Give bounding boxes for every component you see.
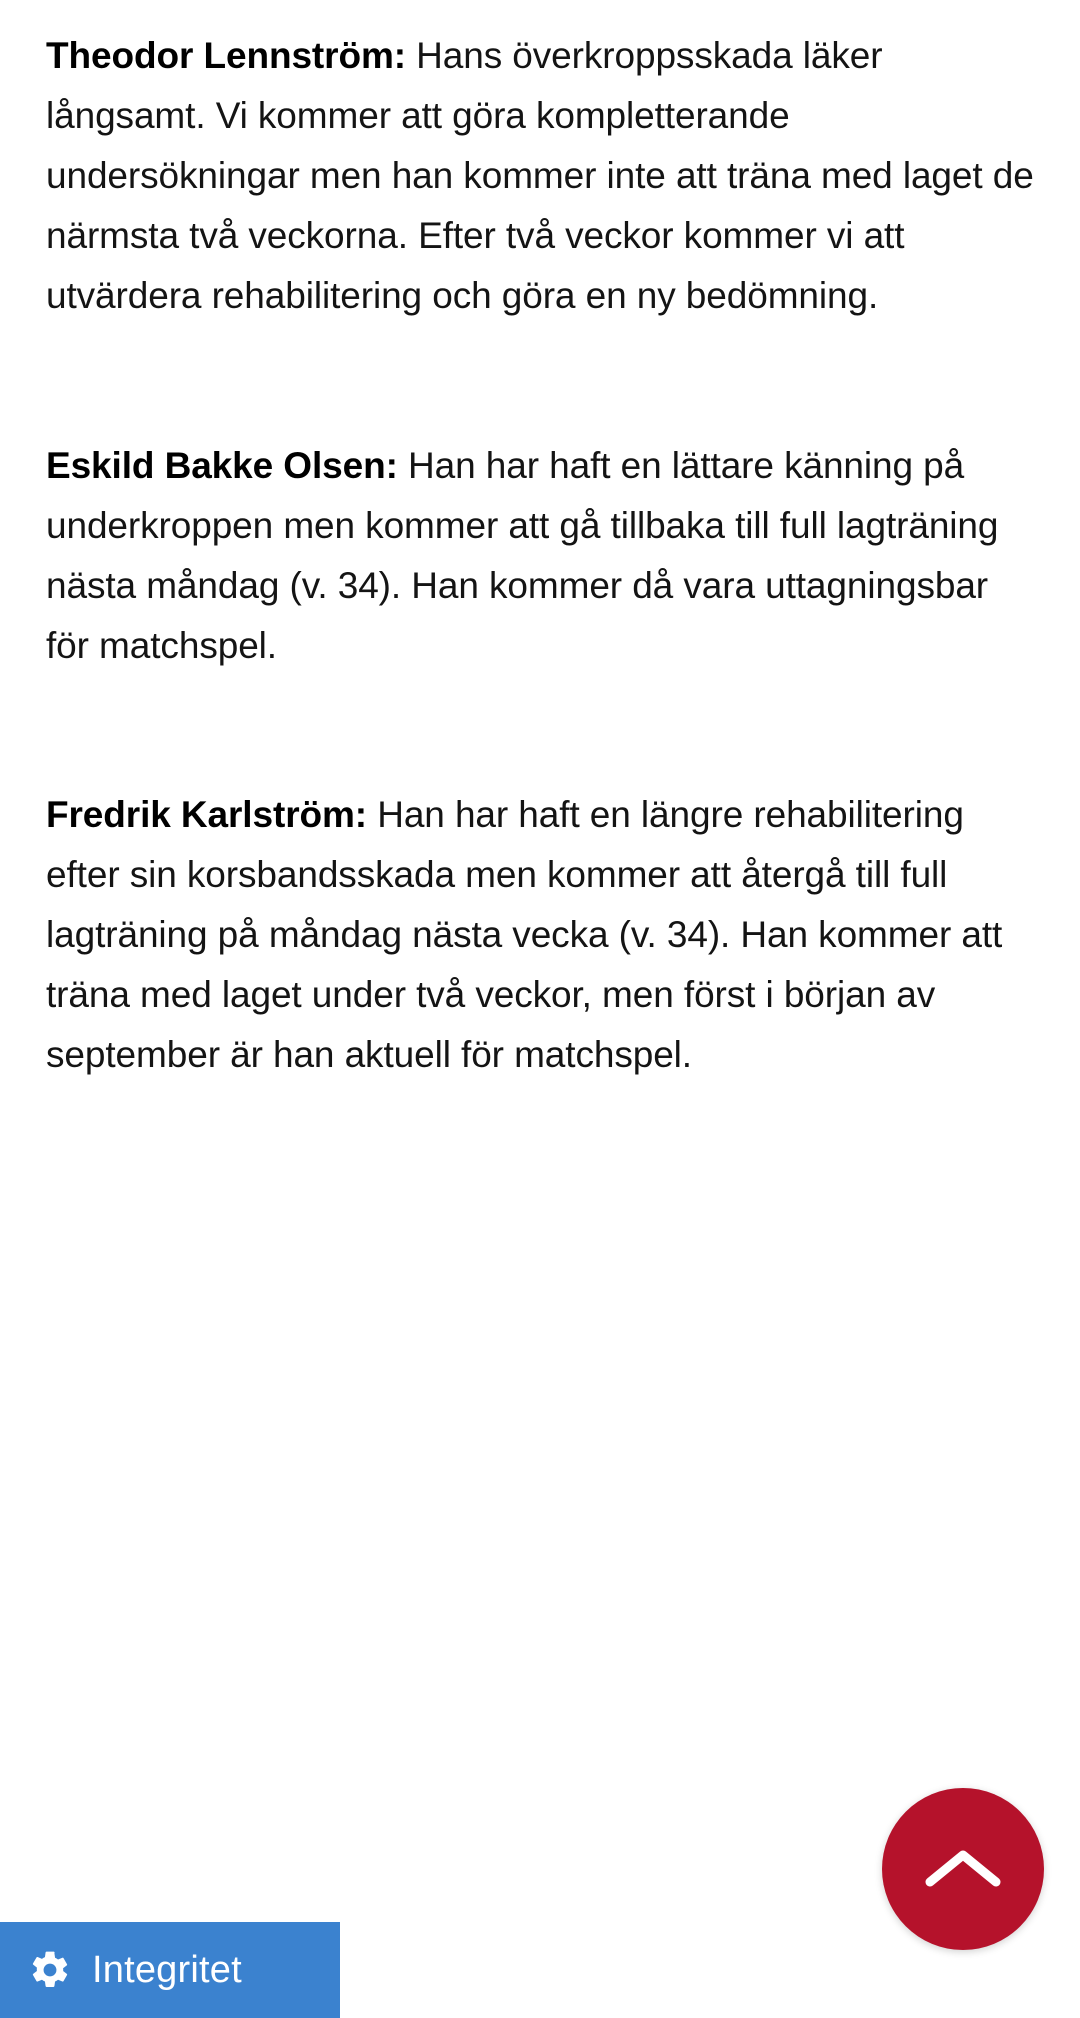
gear-icon [28, 1948, 72, 1992]
paragraph-text: Han har haft en lättare känning på underkroppen men kommer att gå tillbaka till full lagträning nästa måndag (v. 34). Han kommer då vara uttagningsbar för matchspel. [46, 444, 999, 666]
paragraph-theodor-lennstrom [46, 26, 1040, 326]
player-name-lead: Eskild Bakke Olsen: [46, 444, 398, 486]
player-name-lead: Theodor Lennström: [46, 35, 406, 76]
scroll-to-top-button[interactable] [882, 1788, 1044, 1950]
paragraph-text: Han har haft en längre rehabilitering efter sin korsbandsskada men kommer att återgå till full lagträning på måndag nästa vecka (v. 34). Han kommer att träna med laget under två veckor, men först i början av september är han aktuell för matchspel. [46, 794, 1003, 1076]
privacy-settings-badge[interactable] [0, 1922, 340, 2018]
paragraph-text: Hans överkroppsskada läker långsamt. Vi kommer att göra kompletterande undersökningar men han kommer inte att träna med laget de närmsta två veckorna. Efter två veckor kommer vi att utvärdera rehabilitering och göra en ny bedömning. [46, 35, 1034, 316]
paragraph-eskild-bakke-olsen [46, 436, 1040, 676]
privacy-badge-label: Integritet [92, 1949, 242, 1991]
player-name-lead: Fredrik Karlström: [46, 794, 368, 836]
chevron-up-icon [924, 1844, 1002, 1894]
paragraph-fredrik-karlstrom [46, 785, 1040, 1085]
